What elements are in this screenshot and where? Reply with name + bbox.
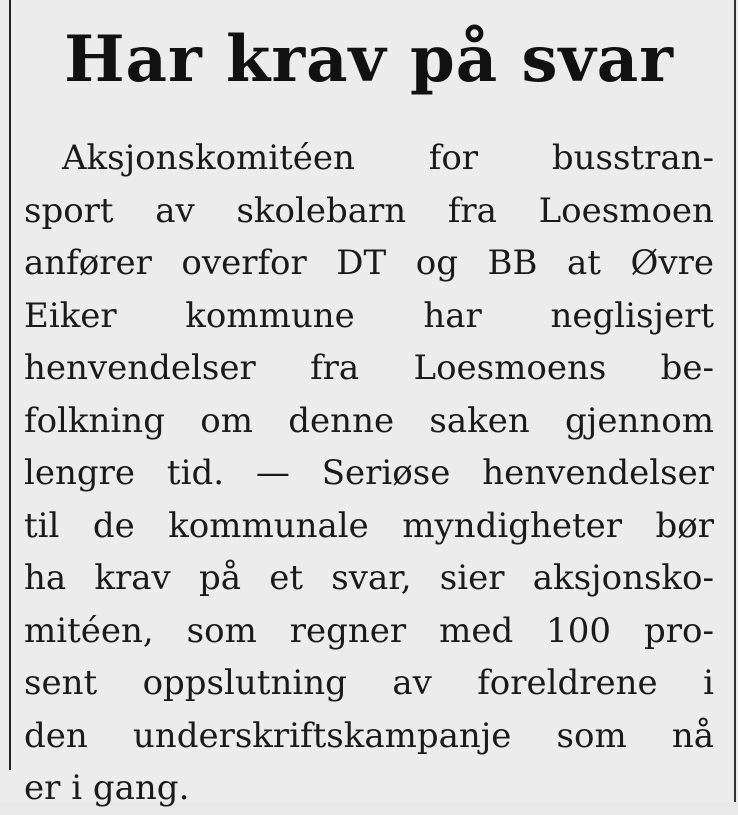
article-word: de xyxy=(92,505,135,546)
article-word: om xyxy=(200,400,253,441)
article-body xyxy=(24,132,714,815)
article-word: gjennom xyxy=(565,400,714,441)
article-word: anfører xyxy=(24,243,152,283)
article-word: sier xyxy=(439,558,505,598)
article-word: krav xyxy=(94,558,171,598)
article-word: tid. xyxy=(166,453,225,493)
article-line xyxy=(24,762,714,815)
article-word: på xyxy=(198,558,242,598)
article-word: be- xyxy=(660,348,714,388)
article-word: som xyxy=(556,715,627,756)
article-word: bør xyxy=(655,505,714,546)
article-word: sent xyxy=(24,663,98,703)
article-word: av xyxy=(155,190,195,231)
article-word: henvendelser xyxy=(24,348,256,388)
article-word: er xyxy=(24,768,61,808)
article-word: i xyxy=(703,663,714,703)
article-word: DT xyxy=(336,243,387,283)
article-word: svar, xyxy=(331,558,412,598)
article-word: mitéen, xyxy=(24,610,154,651)
article-word: som xyxy=(186,610,257,651)
article-word: overfor xyxy=(181,243,307,283)
column-rule-left xyxy=(9,0,11,770)
article-word: myndigheter xyxy=(402,505,623,546)
article-word: og xyxy=(415,243,458,283)
article-word: et xyxy=(269,558,304,598)
article-line xyxy=(24,552,714,605)
article-line xyxy=(24,605,714,658)
article-word: busstran- xyxy=(551,138,714,178)
article-word: regner xyxy=(289,610,407,651)
article-line xyxy=(24,185,714,238)
article-word: den xyxy=(24,715,88,756)
article-word: fra xyxy=(447,190,497,231)
article-word: — xyxy=(255,453,290,493)
article-word: for xyxy=(428,138,479,178)
article-word: med xyxy=(439,610,514,651)
column-rule-right xyxy=(734,0,736,802)
article-headline: Har krav på svar xyxy=(64,22,674,97)
article-word: Loesmoen xyxy=(538,190,714,231)
article-word: ha xyxy=(24,558,67,598)
article-line xyxy=(24,132,714,185)
article-word: BB xyxy=(487,243,538,283)
article-line xyxy=(24,290,714,343)
article-word: Eiker xyxy=(24,295,117,336)
article-word: sport xyxy=(24,190,114,231)
article-line xyxy=(24,657,714,710)
article-word: gang. xyxy=(92,768,190,808)
article-line xyxy=(24,500,714,553)
article-word: kommune xyxy=(185,295,355,336)
article-word: skolebarn xyxy=(236,190,407,231)
article-word: fra xyxy=(310,348,360,388)
article-line xyxy=(24,710,714,763)
article-word: kommunale xyxy=(168,505,369,546)
article-word: har xyxy=(423,295,482,336)
article-line xyxy=(24,395,714,448)
article-word: til xyxy=(24,505,60,546)
article-word: i xyxy=(71,768,83,808)
article-word: underskriftskampanje xyxy=(132,715,512,756)
article-word: neglisjert xyxy=(550,295,714,336)
article-word: 100 xyxy=(546,610,612,651)
article-word: at xyxy=(567,243,601,283)
article-word: folkning xyxy=(24,400,165,441)
article-word: saken xyxy=(429,400,530,441)
article-word: pro- xyxy=(643,610,714,651)
article-word: Aksjonskomitéen xyxy=(62,138,355,178)
article-line xyxy=(24,447,714,500)
article-word: lengre xyxy=(24,453,136,493)
article-word: Loesmoens xyxy=(413,348,607,388)
article-word: aksjonsko- xyxy=(532,558,714,598)
article-word: henvendelser xyxy=(482,453,714,493)
article-word: nå xyxy=(671,715,714,756)
article-line xyxy=(24,237,714,290)
article-word: oppslutning xyxy=(142,663,347,703)
article-word: Seriøse xyxy=(321,453,451,493)
article-word: denne xyxy=(288,400,395,441)
article-word: foreldrene xyxy=(477,663,658,703)
article-word: Øvre xyxy=(630,243,714,283)
article-line xyxy=(24,342,714,395)
article-word: av xyxy=(392,663,432,703)
